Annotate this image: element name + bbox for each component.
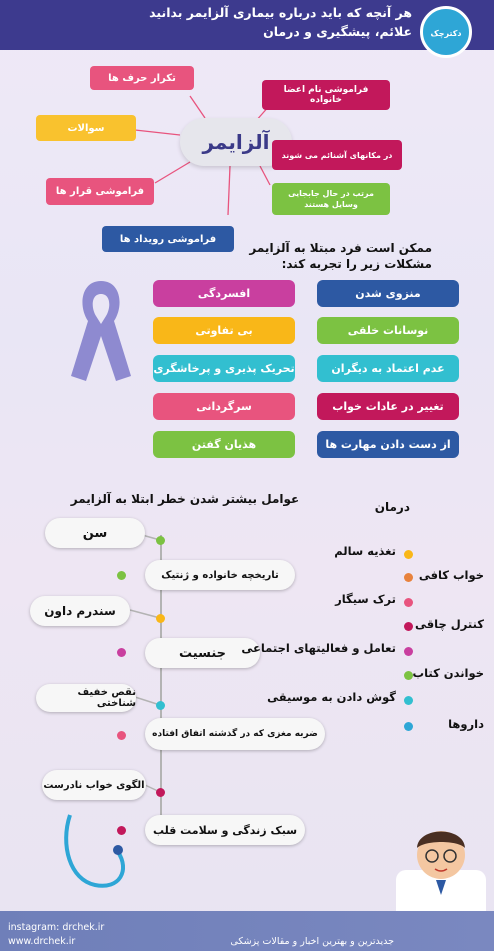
risk-age: سن <box>45 518 145 548</box>
symptom-apathy: بی تفاوتی <box>153 317 295 344</box>
mindmap-center: آلزایمر <box>180 118 292 166</box>
risk-factors-heading: عوامل بیشتر شدن خطر ابتلا به آلزایمر <box>70 492 300 506</box>
treatment-nutrition: تغذیه سالم <box>334 544 396 558</box>
risk-head-injury: ضربه مغزی که در گذشته اتفاق افتاده <box>145 718 325 750</box>
risk-family-genetics: تاریخچه خانواده و ژنتیک <box>145 560 295 590</box>
symptom-depression: افسردگی <box>153 280 295 307</box>
footer-tagline: جدیدترین و بهترین اخبار و مقالات پزشکی <box>230 936 394 947</box>
treatment-reading: خواندن کتاب <box>412 666 484 680</box>
footer-instagram: instagram: drchek.ir <box>8 922 105 933</box>
logo-text: دکترچک <box>430 29 462 38</box>
mindmap-item-forget-events: فراموشی رویداد ها <box>102 226 234 252</box>
treatment-quit-smoking: ترک سیگار <box>335 592 396 606</box>
symptom-isolation: منزوی شدن <box>317 280 459 307</box>
mindmap-item-questions: سوالات <box>36 115 136 141</box>
mindmap-item-lost-in-familiar-places: در مکانهای آشنائم می شوند <box>272 140 402 170</box>
treatment-weight-control: کنترل چاقی <box>415 617 484 631</box>
mindmap-item-moving-items: مرتب در حال جابجایی وسایل هستند <box>272 183 390 215</box>
mindmap-item-repeat-words: تکرار حرف ها <box>90 66 194 90</box>
symptom-sleep-changes: تغییر در عادات خواب <box>317 393 459 420</box>
symptoms-heading-line-2: مشکلات زیر را تجربه کند: <box>281 257 432 271</box>
treatment-music: گوش دادن به موسیقی <box>267 690 396 704</box>
symptom-delusions: هذیان گفتن <box>153 431 295 458</box>
symptom-distrust: عدم اعتماد به دیگران <box>317 355 459 382</box>
symptom-skill-loss: از دست دادن مهارت ها <box>317 431 459 458</box>
treatment-heading: درمان <box>374 500 410 514</box>
treatment-sleep: خواب کافی <box>418 568 484 582</box>
symptoms-heading-line-1: ممکن است فرد مبتلا به آلزایمر <box>249 241 432 255</box>
risk-gender: جنسیت <box>145 638 260 668</box>
risk-lifestyle-heart: سبک زندگی و سلامت قلب <box>145 815 305 845</box>
mindmap-item-forget-family-names: فراموشی نام اعضا خانواده <box>262 80 390 110</box>
title-line-2: علائم، پیشگیری و درمان <box>263 24 412 39</box>
mindmap-item-forget-appointments: فراموشی قرار ها <box>46 178 154 205</box>
footer-website: www.drchek.ir <box>8 936 76 947</box>
title-line-1: هر آنچه که باید درباره بیماری آلزایمر بدانید <box>149 5 412 20</box>
risk-down-syndrome: سندرم داون <box>30 596 130 626</box>
symptom-mood-swings: نوسانات خلقی <box>317 317 459 344</box>
symptom-wandering: سرگردانی <box>153 393 295 420</box>
risk-mild-cognitive-impairment: نقص خفیف شناختی <box>36 684 136 712</box>
risk-poor-sleep: الگوی خواب نادرست <box>42 770 146 800</box>
treatment-medication: داروها <box>448 717 484 731</box>
treatment-social-activity: تعامل و فعالیتهای اجتماعی <box>241 641 396 655</box>
symptom-irritability: تحریک پذیری و پرخاشگری <box>153 355 295 382</box>
